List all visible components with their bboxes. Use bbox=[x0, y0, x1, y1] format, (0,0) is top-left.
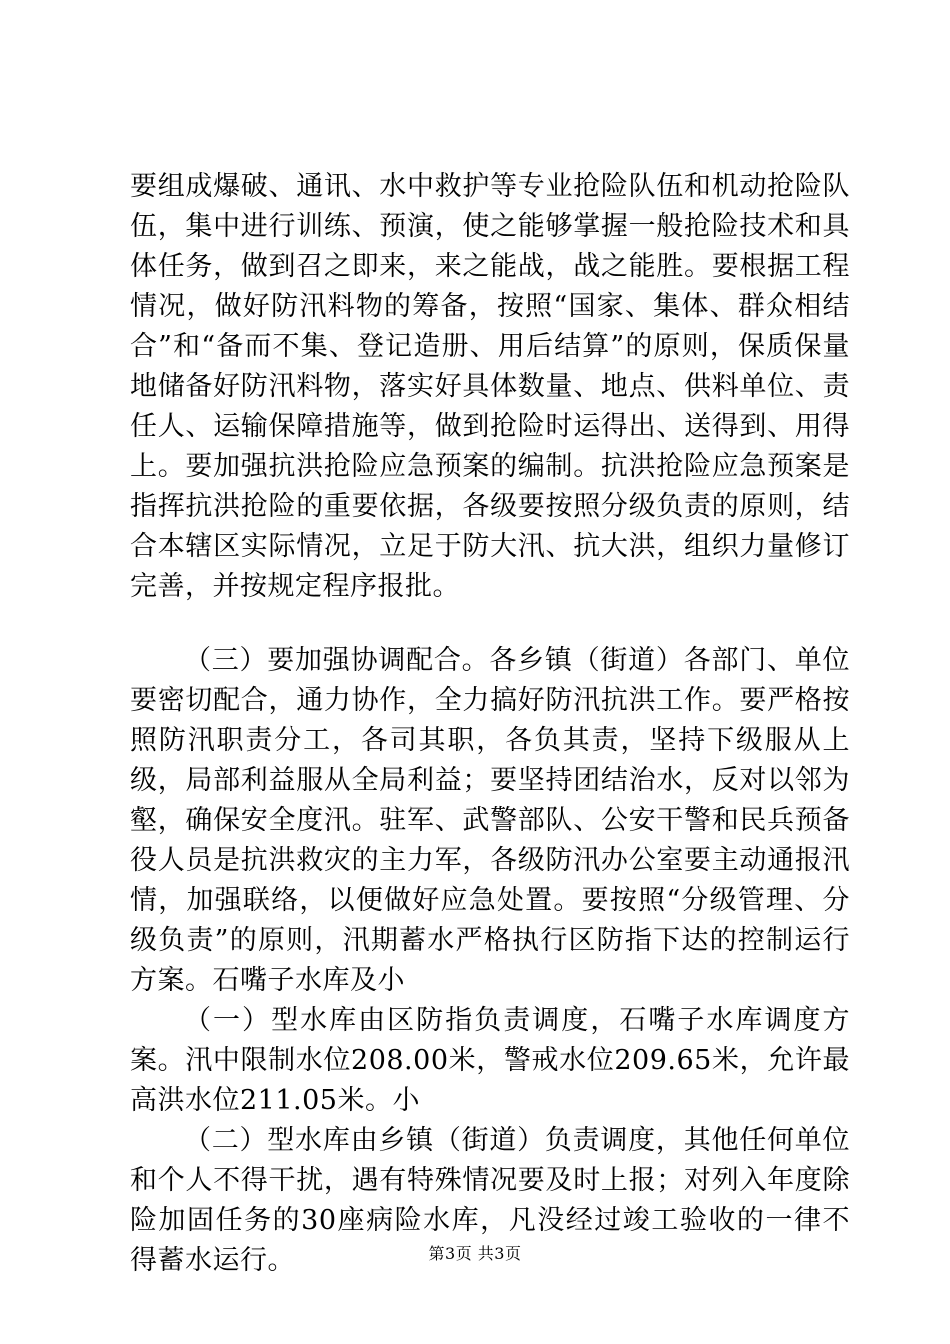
page-number-footer: 第3页 共3页 bbox=[428, 1244, 522, 1263]
paragraph-township-dispatch: （二）型水库由乡镇（街道）负责调度，其他任何单位和个人不得干扰，遇有特殊情况要及时上报；对列入年度除险加固任务的30座病险水库，凡没经过竣工验收的一律不得蓄水运行。 bbox=[130, 1125, 850, 1276]
paragraph-coordination: （三）要加强协调配合。各乡镇（街道）各部门、单位要密切配合，通力协作，全力搞好防汛抗洪工作。要严格按照防汛职责分工，各司其职，各负其责，坚持下级服从上级，局部利益服从全局利益；要坚持团结治水，反对以邻为壑，确保安全度汛。驻军、武警部队、公安干警和民兵预备役人员是抗洪救灾的主力军，各级防汛办公室要主动通报汛情，加强联络，以便做好应急处置。要按照“分级管理、分级负责”的原则，汛期蓄水严格执行区防指下达的控制运行方案。石嘴子水库及小 bbox=[130, 645, 850, 996]
paragraph-spacer bbox=[130, 607, 850, 641]
paragraph-reservoir-dispatch: （一）型水库由区防指负责调度，石嘴子水库调度方案。汛中限制水位208.00米，警戒水位209.65米，允许最高洪水位211.05米。小 bbox=[130, 1005, 850, 1116]
paragraph-emergency-teams: 要组成爆破、通讯、水中救护等专业抢险队伍和机动抢险队伍，集中进行训练、预演，使之能够掌握一般抢险技术和具体任务，做到召之即来，来之能战，战之能胜。要根据工程情况，做好防汛料物的筹备，按照“国家、集体、群众相结合”和“备而不集、登记造册、用后结算”的原则，保质保量地储备好防汛料物，落实好具体数量、地点、供料单位、责任人、运输保障措施等，做到抢险时运得出、送得到、用得上。要加强抗洪抢险应急预案的编制。抗洪抢险应急预案是指挥抗洪抢险的重要依据，各级要按照分级负责的原则，结合本辖区实际情况，立足于防大汛、抗大洪，组织力量修订完善，并按规定程序报批。 bbox=[130, 171, 850, 602]
document-body bbox=[130, 167, 850, 1281]
